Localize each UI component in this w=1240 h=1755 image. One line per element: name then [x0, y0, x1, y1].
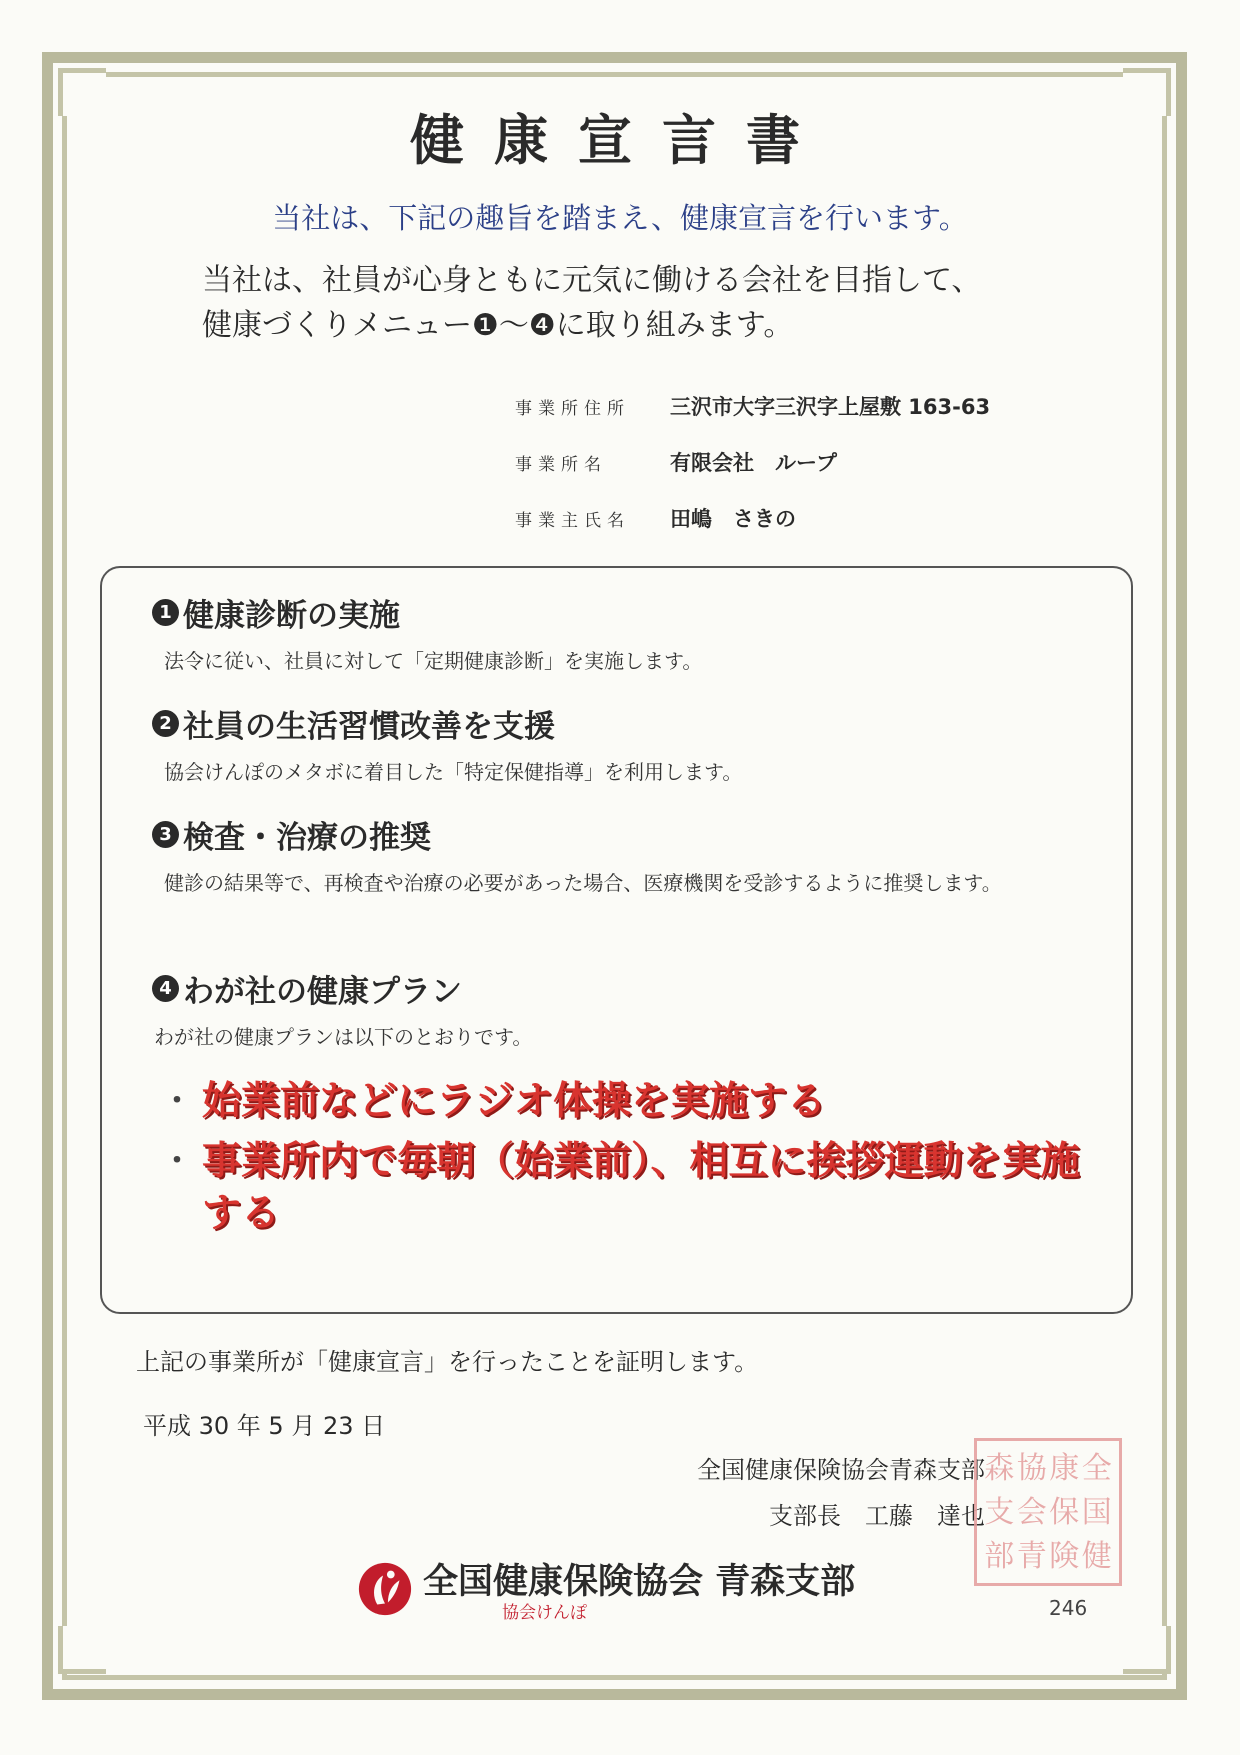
- seal-character: 青: [1016, 1539, 1047, 1574]
- certification-text: 上記の事業所が「健康宣言」を行ったことを証明します。: [136, 1348, 759, 1376]
- menu-item-heading: [152, 812, 1034, 857]
- info-row-address: [515, 378, 1135, 434]
- info-label: 事業主氏名: [515, 510, 630, 531]
- health-plan-item: [152, 1076, 1102, 1128]
- menu-item: [152, 812, 1034, 904]
- info-value: 有限会社 ループ: [670, 451, 837, 475]
- seal-character: 健: [1081, 1539, 1112, 1574]
- intro-line: 当社は、社員が心身ともに元気に働ける会社を目指して、: [202, 263, 982, 298]
- logo-subtitle: 協会けんぽ: [502, 1603, 587, 1623]
- seal-character: 国: [1081, 1495, 1112, 1530]
- official-seal: [974, 1438, 1122, 1586]
- seal-character: 会: [1016, 1495, 1047, 1530]
- menu-item-title: 健康診断の実施: [183, 598, 400, 634]
- health-plan-text: 事業所内で毎朝（始業前）、相互に挨拶運動を実施する: [202, 1139, 1080, 1236]
- info-row-owner: [515, 490, 1135, 546]
- intro-text: [202, 258, 1102, 348]
- seal-character: 険: [1049, 1539, 1080, 1574]
- menu-item-title: 検査・治療の推奨: [183, 820, 431, 856]
- seal-character: 全: [1081, 1451, 1112, 1486]
- page-number: 246: [1049, 1596, 1088, 1620]
- info-value: 田嶋 さきの: [670, 507, 796, 531]
- border-corner: [58, 1626, 106, 1674]
- menu-item-body: 健診の結果等で、再検査や治療の必要があった場合、医療機関を受診するように推奨します。: [164, 871, 1002, 895]
- menu-item-heading: [152, 966, 1054, 1011]
- seal-character: 部: [984, 1539, 1015, 1574]
- menu-item-heading: [152, 590, 1064, 635]
- issue-date: 平成 30 年 5 月 23 日: [143, 1412, 386, 1440]
- menu-item-body: 協会けんぽのメタボに着目した「特定保健指導」を利用します。: [164, 760, 743, 784]
- logo-organization-name: 全国健康保険協会 青森支部: [423, 1562, 856, 1602]
- info-label: 事業所名: [515, 454, 607, 475]
- menu-box: [100, 566, 1133, 1314]
- document-title: 健康宣言書: [410, 109, 830, 172]
- bullet: ・: [162, 1144, 192, 1179]
- seal-character: 協: [1016, 1451, 1047, 1486]
- issuer-block: [600, 1447, 985, 1539]
- border-corner: [1123, 1626, 1171, 1674]
- intro-line: 健康づくりメニュー❶～❹に取り組みます。: [202, 308, 794, 343]
- bullet: ・: [162, 1084, 192, 1119]
- seal-character: 康: [1049, 1451, 1080, 1486]
- issuer-person: 支部長 工藤 達也: [769, 1502, 985, 1530]
- menu-item: [152, 590, 1064, 682]
- info-value: 三沢市大字三沢字上屋敷 163-63: [670, 395, 991, 419]
- menu-item-heading: [152, 701, 1064, 746]
- menu-item-body: 法令に従い、社員に対して「定期健康診断」を実施します。: [164, 649, 703, 673]
- menu-item: [152, 701, 1064, 793]
- health-plan-item: [152, 1136, 1102, 1240]
- business-info: [515, 378, 1135, 546]
- number-badge: 3: [152, 821, 179, 848]
- menu-item-title: わが社の健康プラン: [183, 974, 462, 1010]
- kyokai-kenpo-logo-icon: [356, 1560, 414, 1618]
- number-badge: 1: [152, 599, 179, 626]
- number-badge: 4: [152, 975, 179, 1002]
- seal-character: 森: [984, 1451, 1015, 1486]
- info-label: 事業所住所: [515, 398, 630, 419]
- menu-item-body: わが社の健康プランは以下のとおりです。: [154, 1025, 533, 1049]
- health-plan-text: 始業前などにラジオ体操を実施する: [202, 1079, 827, 1124]
- menu-item-title: 社員の生活習慣改善を支援: [183, 709, 555, 745]
- info-row-name: [515, 434, 1135, 490]
- issuer-organization: 全国健康保険協会青森支部: [697, 1456, 985, 1484]
- seal-characters: [983, 1447, 1113, 1577]
- number-badge: 2: [152, 710, 179, 737]
- document-subtitle: 当社は、下記の趣旨を踏まえ、健康宣言を行います。: [272, 201, 968, 235]
- seal-character: 支: [984, 1495, 1015, 1530]
- menu-item: [152, 966, 1054, 1058]
- health-plan-list: [152, 1076, 1102, 1248]
- seal-character: 保: [1049, 1495, 1080, 1530]
